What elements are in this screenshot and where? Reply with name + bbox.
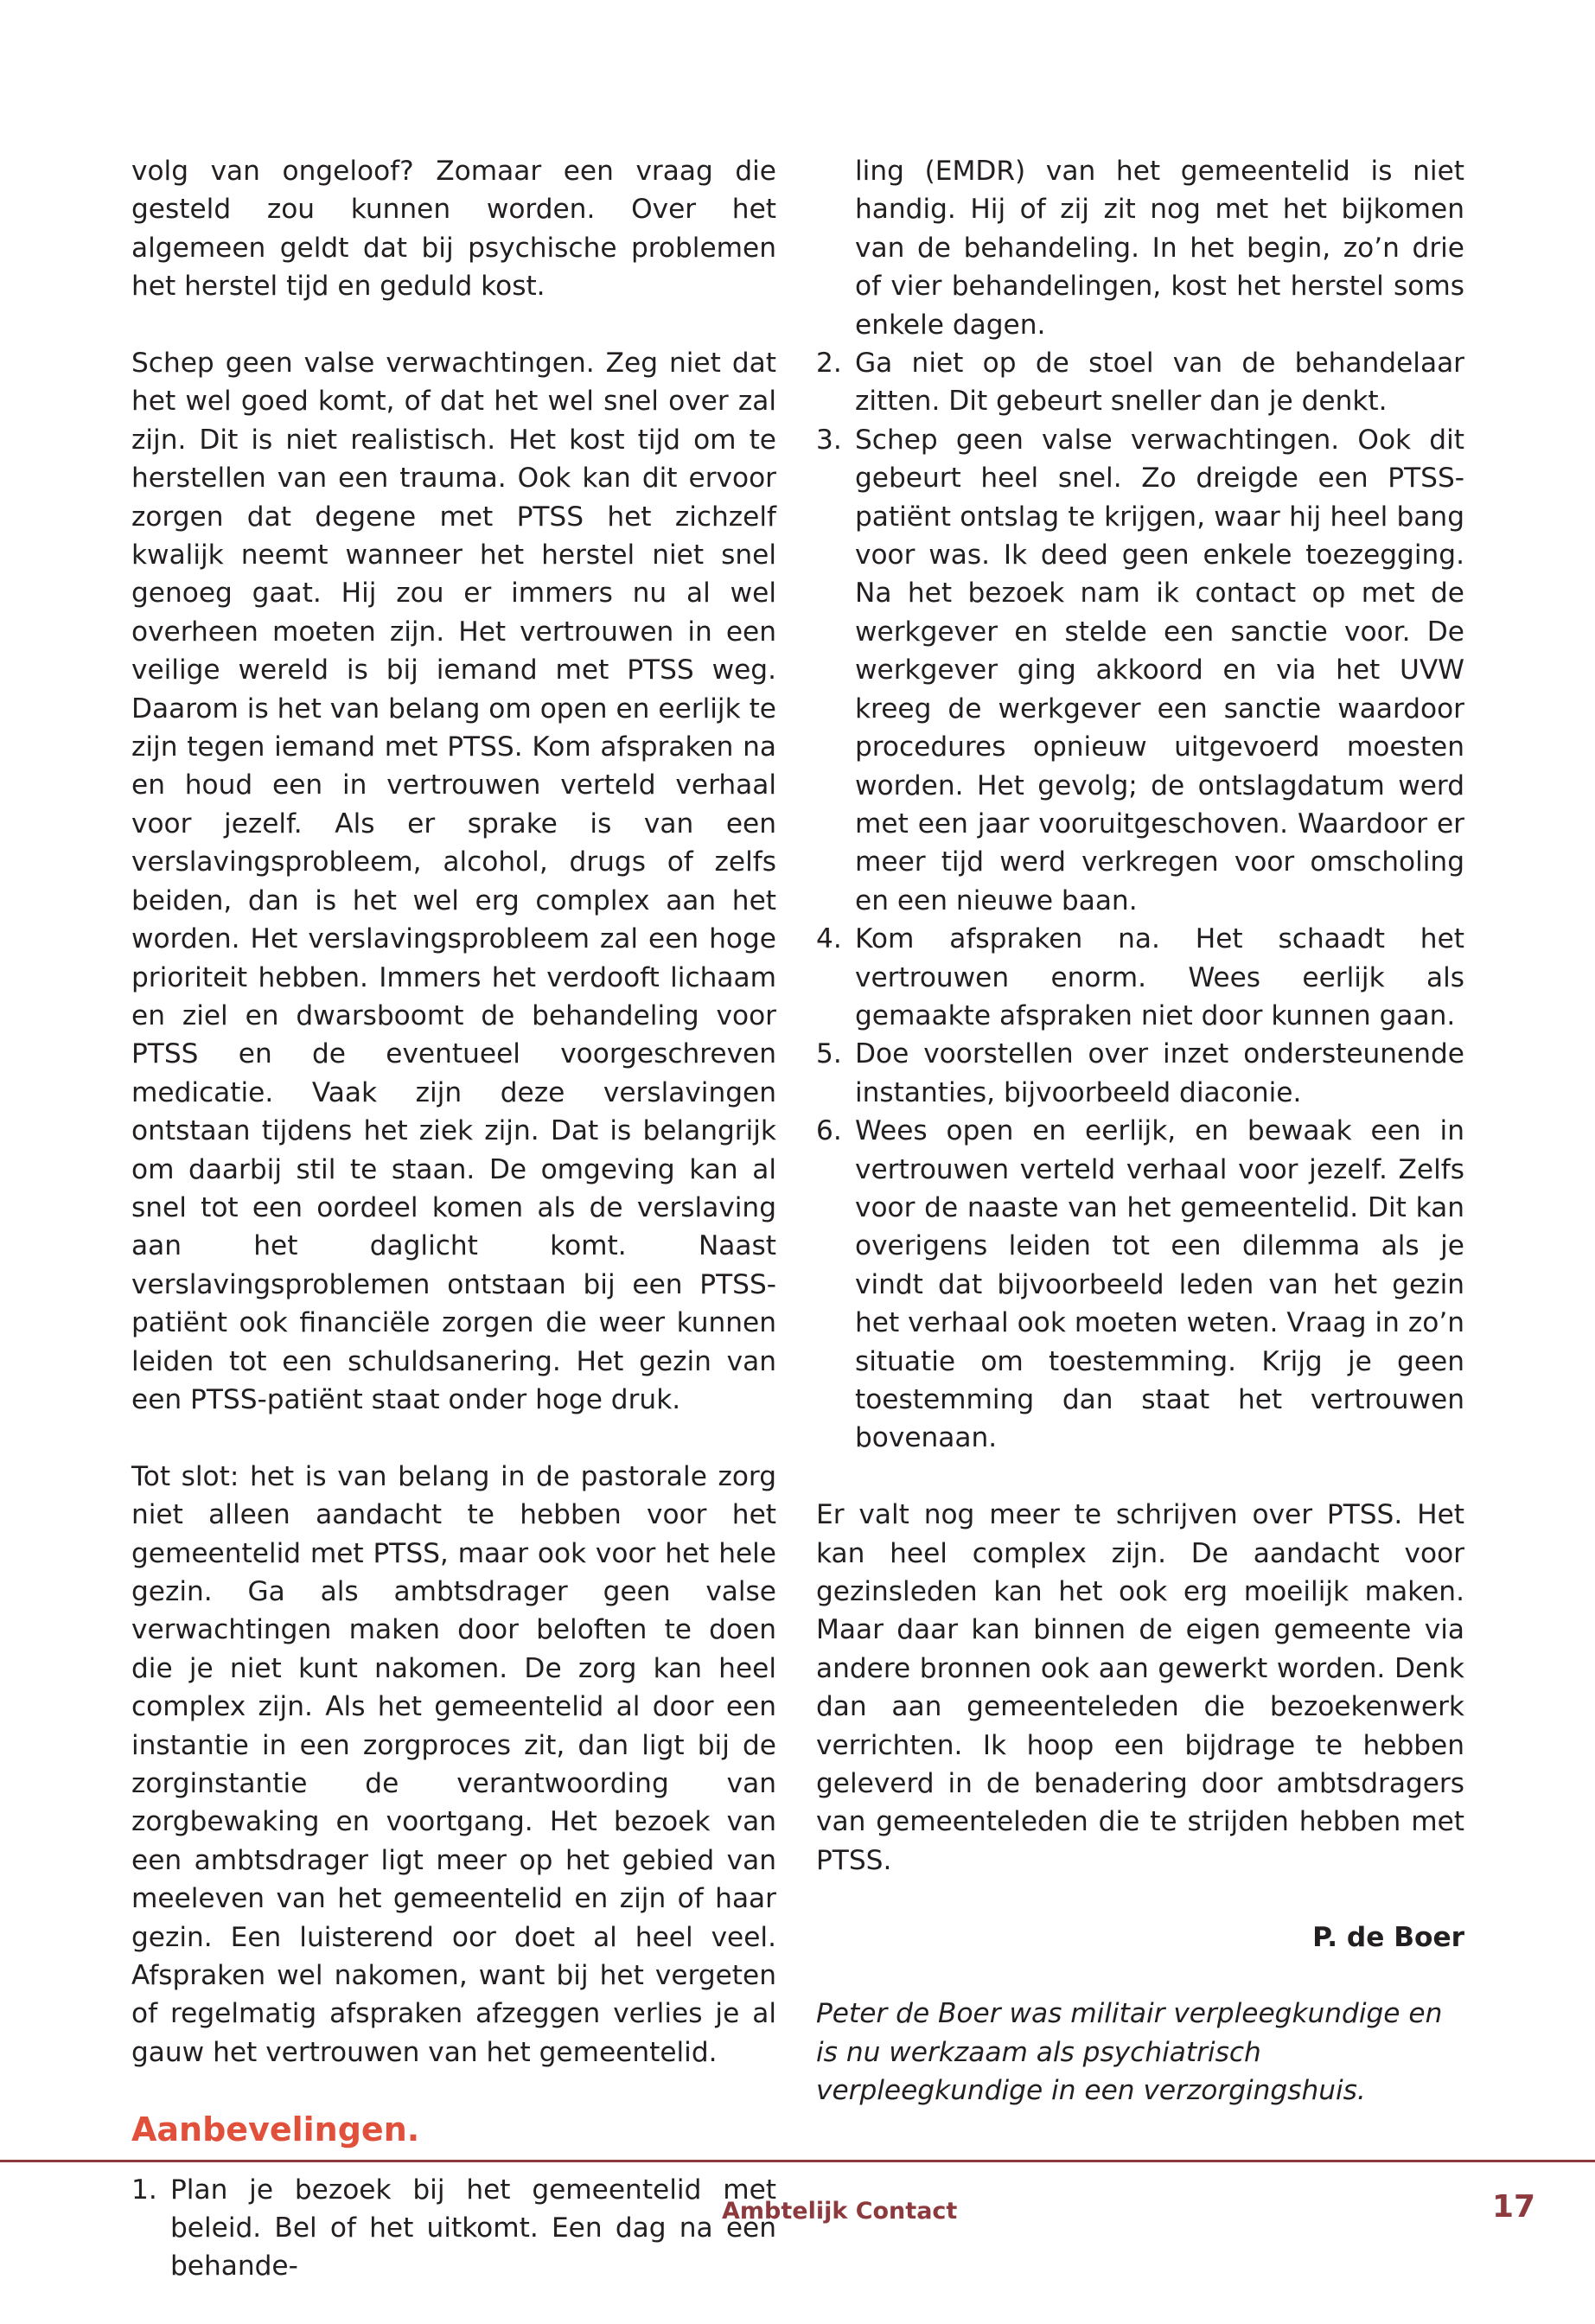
list-item	[816, 1112, 1464, 1458]
list-item	[131, 2171, 776, 2286]
list-item-number: 2.	[816, 348, 842, 380]
footer-divider	[0, 2160, 1595, 2162]
list-item-continuation	[816, 152, 1464, 344]
list-item	[816, 1035, 1464, 1112]
left-column	[131, 152, 776, 2324]
section-heading: Aanbevelingen.	[131, 2110, 420, 2148]
list-item-text: Ga niet op de stoel van de behandelaar zitten. Dit gebeurt sneller dan je denkt.	[855, 348, 1464, 418]
list-item-number: 5.	[816, 1038, 842, 1070]
list-item-text: ling (EMDR) van het gemeentelid is niet handig. Hij of zij zit nog met het bijkomen van de behandeling. In het begin, zo’n drie of vier behandelingen, kost het herstel soms enkele dagen.	[855, 156, 1464, 341]
author-signature: P. de Boer	[1312, 1921, 1464, 1953]
list-item-text: Wees open en eerlijk, en bewaak een in vertrouwen verteld verhaal voor jezelf. Zelfs voor de naaste van het gemeentelid. Dit kan overigens leiden tot een dilemma als je vindt dat bijvoorbeeld leden van het gezin het verhaal ook moeten weten. Vraag in zo’n situatie om toestemming. Krijg je geen toestemming dan staat het vertrouwen bovenaan.	[855, 1115, 1464, 1454]
recommendations-list-continued	[816, 152, 1464, 1458]
recommendations-list	[131, 2171, 776, 2286]
list-item	[816, 421, 1464, 920]
closing-paragraph: Er valt nog meer te schrijven over PTSS. Het kan heel complex zijn. De aandacht voor gezinsleden kan het ook erg moeilijk maken. Maar daar kan binnen de eigen gemeente via andere bronnen ook aan gewerkt worden. Denk dan aan gemeenteleden die bezoekenwerk verrichten. Ik hoop een bijdrage te hebben geleverd in de benadering door ambtsdragers van gemeenteleden die te strijden hebben met PTSS.	[816, 1499, 1464, 1876]
list-item-number: 3.	[816, 424, 842, 456]
list-item-text: Schep geen valse verwachtingen. Ook dit gebeurt heel snel. Zo dreigde een PTSS-patiënt ontslag te krijgen, waar hij heel bang voor was. Ik deed geen enkele toezegging. Na het bezoek nam ik contact op met de werkgever en stelde een sanctie voor. De werkgever ging akkoord en via het UVW kreeg de werkgever een sanctie waardoor procedures opnieuw uitgevoerd moesten worden. Het gevolg; de ontslagdatum werd met een jaar vooruitgeschoven. Waardoor er meer tijd werd verkregen voor omscholing en een nieuwe baan.	[855, 424, 1464, 916]
list-item	[816, 344, 1464, 421]
paragraph: Tot slot: het is van belang in de pastorale zorg niet alleen aandacht te hebben voor het gemeentelid met PTSS, maar ook voor het hele gezin. Ga als ambtsdrager geen valse verwachtingen maken door beloften te doen die je niet kunt nakomen. De zorg kan heel complex zijn. Als het gemeentelid al door een instantie in een zorgproces zit, dan ligt bij de zorginstantie de verantwoording van zorgbewaking en voortgang. Het bezoek van een ambtsdrager ligt meer op het gebied van meeleven van het gemeentelid en zijn of haar gezin. Een luisterend oor doet al heel veel. Afspraken wel nakomen, want bij het vergeten of regelmatig afspraken afzeggen verlies je al gauw het vertrouwen van het gemeentelid.	[131, 1460, 776, 2068]
list-item-text: Kom afspraken na. Het schaadt het vertrouwen enorm. Wees eerlijk als gemaakte afspraken niet door kunnen gaan.	[855, 923, 1464, 1031]
list-item	[816, 920, 1464, 1035]
page-number: 17	[1492, 2189, 1536, 2225]
right-column	[816, 152, 1464, 2148]
list-item-number: 4.	[816, 923, 842, 955]
list-item-number: 1.	[131, 2174, 157, 2206]
list-item-text: Doe voorstellen over inzet ondersteunende instanties, bijvoorbeeld diaconie.	[855, 1038, 1464, 1108]
author-bio: Peter de Boer was militair verpleegkundige en is nu werkzaam als psychiatrisch verpleegkundige in een verzorgingshuis.	[816, 1998, 1443, 2107]
list-item-text: Plan je bezoek bij het gemeentelid met beleid. Bel of het uitkomt. Een dag na een behande-	[170, 2174, 776, 2282]
list-item-number: 6.	[816, 1115, 842, 1147]
publication-title: Ambtelijk Contact	[722, 2198, 958, 2225]
paragraph: volg van ongeloof? Zomaar een vraag die gesteld zou kunnen worden. Over het algemeen geldt dat bij psychische problemen het herstel tijd en geduld kost.	[131, 156, 776, 303]
paragraph: Schep geen valse verwachtingen. Zeg niet dat het wel goed komt, of dat het wel snel over zal zijn. Dit is niet realistisch. Het kost tijd om te herstellen van een trauma. Ook kan dit ervoor zorgen dat degene met PTSS het zichzelf kwalijk neemt wanneer het herstel niet snel genoeg gaat. Hij zou er immers nu al wel overheen moeten zijn. Het vertrouwen in een veilige wereld is bij iemand met PTSS weg. Daarom is het van belang om open en eerlijk te zijn tegen iemand met PTSS. Kom afspraken na en houd een in vertrouwen verteld verhaal voor jezelf. Als er sprake is van een verslavingsprobleem, alcohol, drugs of zelfs beiden, dan is het wel erg complex aan het worden. Het verslavingsprobleem zal een hoge prioriteit hebben. Immers het verdooft lichaam en ziel en dwarsboomt de behandeling voor PTSS en de eventueel voorgeschreven medicatie. Vaak zijn deze verslavingen ontstaan tijdens het ziek zijn. Dat is belangrijk om daarbij stil te staan. De omgeving kan al snel tot een oordeel komen als de verslaving aan het daglicht komt. Naast verslavingsproblemen ontstaan bij een PTSS-patiënt ook financiële zorgen die weer kunnen leiden tot een schuldsanering. Het gezin van een PTSS-patiënt staat onder hoge druk.	[131, 348, 776, 1415]
